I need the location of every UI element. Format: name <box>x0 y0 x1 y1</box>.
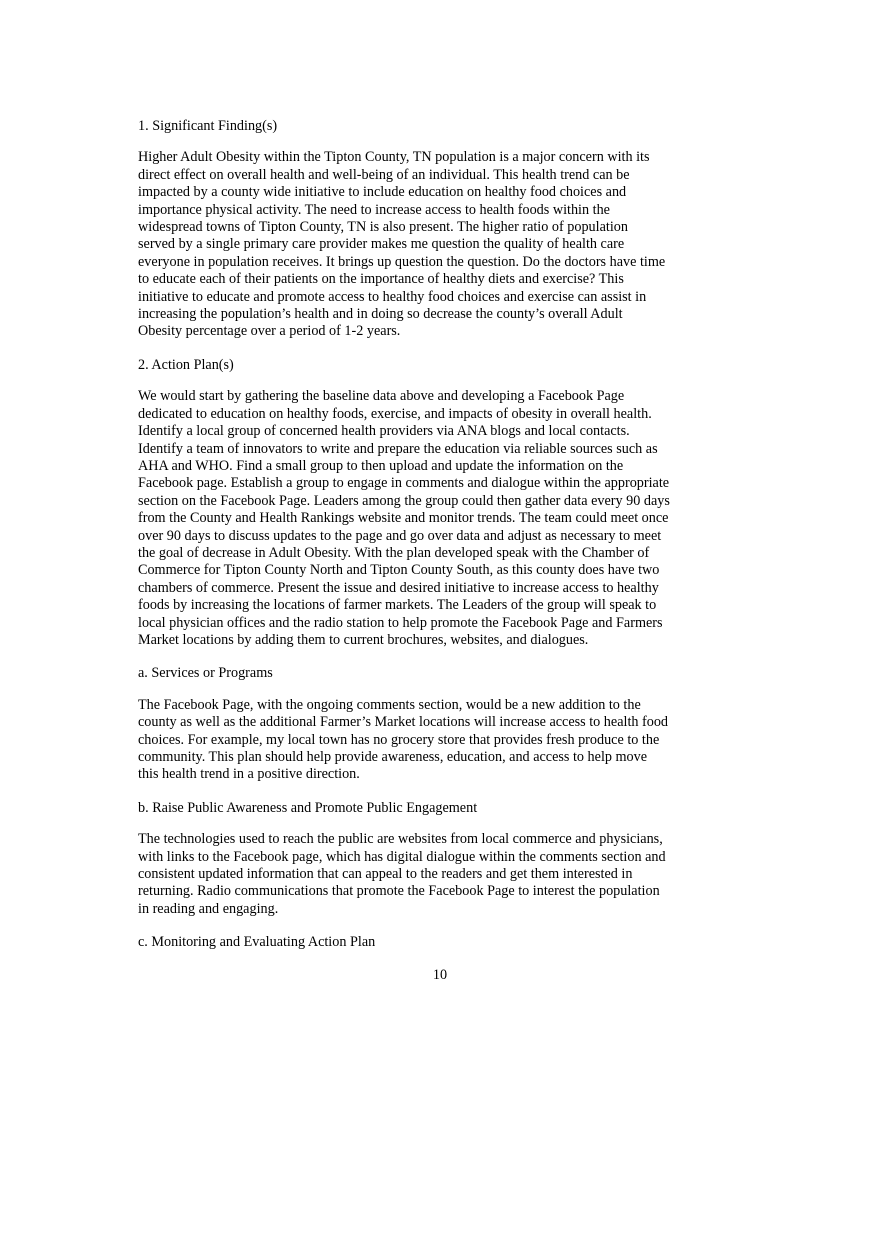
section-paragraph: Higher Adult Obesity within the Tipton County, TN population is a major concern with its direct effect on overall health and well-being of an individual. This health trend can be impacted by a county wide initiative to include education on healthy food choices and importance physical activity. The need to increase access to health foods within the widespread towns of Tipton County, TN is also present. The higher ratio of population served by a single primary care provider makes me question the quality of health care everyone in population receives. It brings up question the question. Do the doctors have time to educate each of their patients on the importance of healthy diets and exercise? This initiative to educate and promote access to healthy food choices and exercise can assist in increasing the population’s health and in doing so decrease the county’s overall Adult Obesity percentage over a period of 1-2 years. <box>138 149 666 340</box>
section-services-or-programs <box>138 665 698 783</box>
section-heading: 1. Significant Finding(s) <box>138 118 278 134</box>
document-page <box>138 118 698 966</box>
section-heading: c. Monitoring and Evaluating Action Plan <box>138 934 376 951</box>
section-heading: a. Services or Programs <box>138 665 273 682</box>
section-paragraph: The technologies used to reach the public are websites from local commerce and physicians, with links to the Facebook page, which has digital dialogue within the comments section and consistent updated information that can appeal to the readers and get them interested in returning. Radio communications that promote the Facebook Page to interest the population in reading and engaging. <box>138 831 666 917</box>
section-monitoring-evaluating <box>138 934 698 951</box>
section-significant-findings <box>138 118 698 341</box>
section-heading: b. Raise Public Awareness and Promote Public Engagement <box>138 799 478 816</box>
section-heading: 2. Action Plan(s) <box>138 356 234 373</box>
page-number: 10 <box>432 967 448 983</box>
section-public-awareness <box>138 800 698 918</box>
section-paragraph: We would start by gathering the baseline data above and developing a Facebook Page dedicated to education on healthy foods, exercise, and impacts of obesity in overall health. Identify a local group of concerned health providers via ANA blogs and local contacts. Identify a team of innovators to write and prepare the education via reliable sources such as AHA and WHO. Find a small group to then upload and update the information on the Facebook page. Establish a group to engage in comments and dialogue within the appropriate section on the Facebook Page. Leaders among the group could then gather data every 90 days from the County and Health Rankings website and monitor trends. The team could meet once over 90 days to discuss updates to the page and go over data and adjust as necessary to meet the goal of decrease in Adult Obesity. With the plan developed speak with the Chamber of Commerce for Tipton County North and Tipton County South, as this county does have two chambers of commerce. Present the issue and desired initiative to increase access to healthy foods by increasing the locations of farmer markets. The Leaders of the group will speak to local physician offices and the radio station to help promote the Facebook Page and Farmers Market locations by adding them to current brochures, websites, and dialogues. <box>138 388 670 648</box>
section-action-plans <box>138 357 698 650</box>
section-paragraph: The Facebook Page, with the ongoing comments section, would be a new addition to the county as well as the additional Farmer’s Market locations will increase access to health food choices. For example, my local town has no grocery store that provides fresh produce to the community. This plan should help provide awareness, education, and access to help move this health trend in a positive direction. <box>138 696 669 783</box>
